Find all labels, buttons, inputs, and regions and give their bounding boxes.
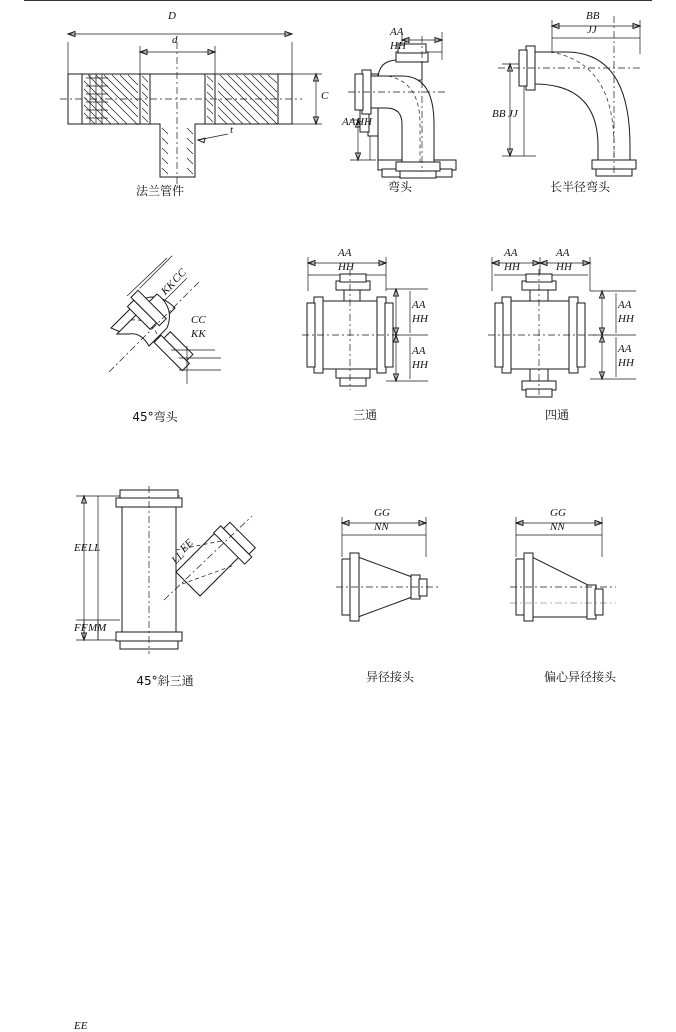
dim-BB-left: BB	[492, 108, 506, 120]
dim-JJ-top: JJ	[587, 24, 597, 36]
dim-KK-upper: KK	[158, 278, 178, 298]
dim-C: C	[321, 90, 329, 102]
dim-FF: FF	[74, 622, 88, 634]
caption-long-radius-elbow: 长半径弯头	[549, 180, 610, 194]
dim-KK-lower: KK	[191, 328, 206, 340]
figure-eccentric-reducer	[490, 505, 640, 640]
caption-cross: 四通	[544, 408, 569, 422]
figure-elbow-45	[75, 250, 245, 400]
top-divider	[24, 0, 652, 1]
caption-flange-fitting: 法兰管件	[135, 184, 184, 198]
caption-reducer: 异径接头	[365, 670, 414, 684]
dim-D: D	[168, 10, 176, 22]
dim-NN: NN	[374, 521, 389, 533]
dim-HH-right-upper: HH	[412, 313, 428, 325]
dim-HH-right-upper: HH	[618, 313, 634, 325]
dim-AA-top: AA	[390, 26, 404, 38]
dim-AA-top: AA	[338, 247, 352, 259]
figure-elbow	[330, 12, 470, 177]
dim-HH-top-left: HH	[504, 261, 520, 273]
caption-tee: 三通	[352, 408, 377, 422]
dim-NN: NN	[550, 521, 565, 533]
dim-HH-left: HH	[356, 116, 372, 128]
dim-AA-top-right: AA	[556, 247, 570, 259]
figure-cross	[478, 245, 658, 395]
caption-eccentric-reducer: 偏心异径接头	[543, 670, 616, 684]
dim-AA-right-lower: AA	[412, 345, 426, 357]
dim-CC-upper: CC	[169, 266, 189, 286]
dim-AA-right-lower: AA	[618, 343, 632, 355]
dim-HH-top-right: HH	[556, 261, 572, 273]
dim-AA-right-upper: AA	[618, 299, 632, 311]
dim-GG: GG	[550, 507, 566, 519]
dim-GG: GG	[374, 507, 390, 519]
dim-JJ-left: JJ	[508, 108, 518, 120]
caption-lateral-tee-45: 45°斜三通	[136, 674, 194, 688]
dim-LL-branch: LL	[169, 549, 187, 567]
dim-BB-top: BB	[586, 10, 600, 22]
dim-HH-top: HH	[390, 40, 406, 52]
figure-flange-fitting	[30, 12, 330, 187]
figure-long-radius-elbow	[490, 6, 665, 181]
caption-elbow: 弯头	[387, 180, 412, 194]
dim-AA-left: AA	[342, 116, 356, 128]
figure-reducer	[320, 505, 460, 640]
dim-d: d	[172, 34, 178, 46]
dim-CC-lower: CC	[191, 314, 206, 326]
dim-t: t	[230, 124, 234, 136]
dim-EE-branch: EE	[177, 537, 196, 555]
caption-elbow-45: 45°弯头	[132, 410, 178, 424]
figure-tee	[290, 245, 440, 395]
dim-MM: MM	[88, 622, 107, 634]
dim-EE-left: EE	[74, 1020, 88, 1032]
dim-HH-right-lower: HH	[412, 359, 428, 371]
dim-HH-right-lower: HH	[618, 357, 634, 369]
dim-EE-left-label: EE	[74, 542, 88, 554]
dim-LL-left-label: LL	[88, 542, 101, 554]
dim-AA-right-upper: AA	[412, 299, 426, 311]
dim-HH-top: HH	[338, 261, 354, 273]
dim-AA-top-left: AA	[504, 247, 518, 259]
